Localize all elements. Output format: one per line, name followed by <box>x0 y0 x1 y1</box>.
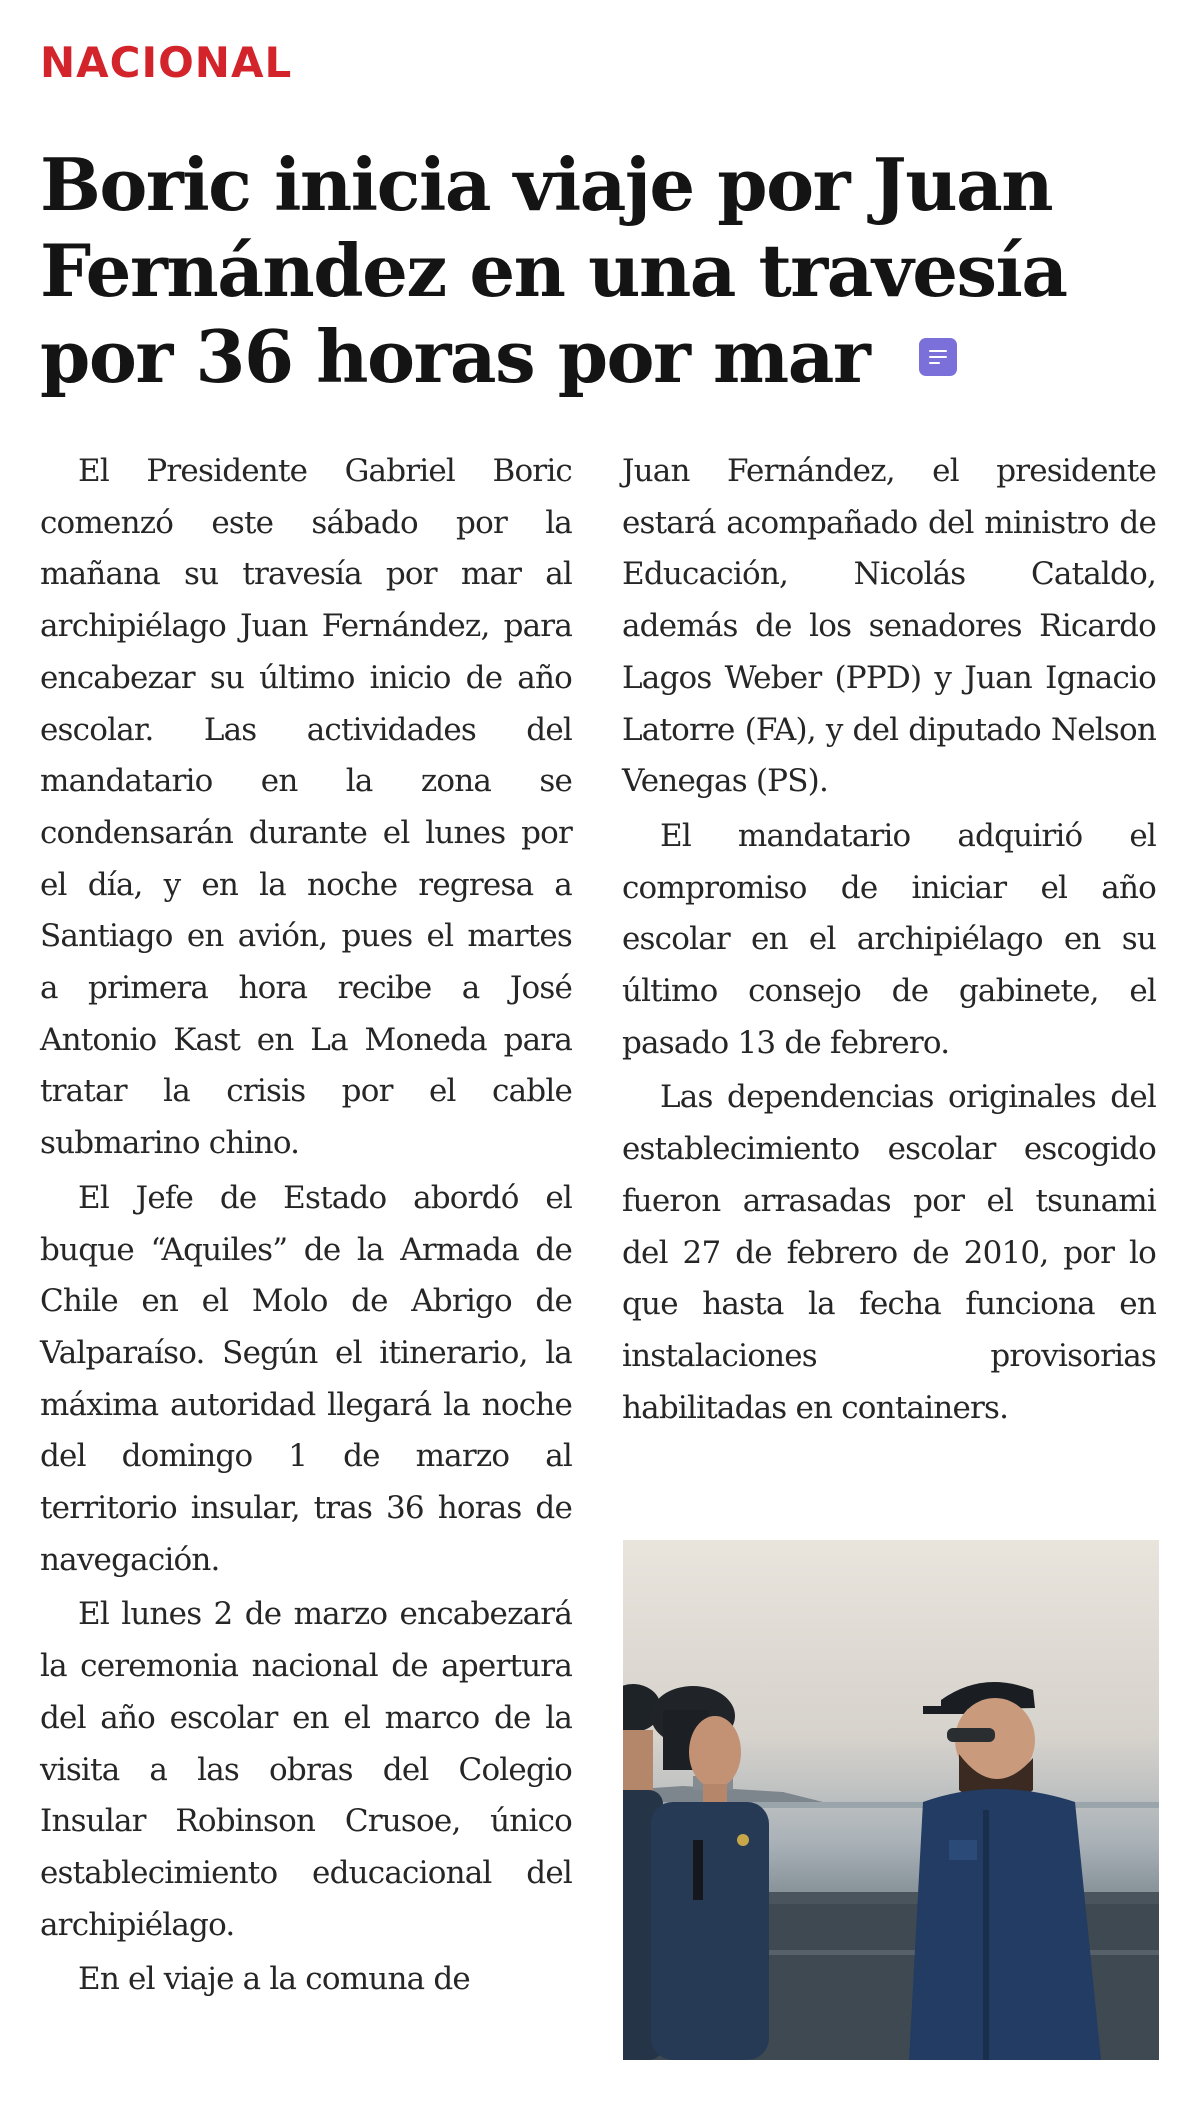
paragraph-4-start: En el viaje a la comuna de <box>78 1961 470 1998</box>
paragraph-5: El mandatario adquirió el compromiso de iniciar el año escolar en el archipiélago en su último consejo de gabinete, el pasado 13 de febrero. <box>622 817 1156 1061</box>
paragraph-2: El Jefe de Estado abordó el buque “Aquiles” de la Armada de Chile en el Molo de Abrigo de Valparaíso. Según el itinerario, la máxima autoridad llegará la noche del domingo 1 de marzo al territorio insular, tras 36 horas de navegación. <box>40 1179 572 1578</box>
photo-illustration <box>623 1540 1159 2060</box>
note-icon[interactable] <box>919 338 957 376</box>
article-column-left <box>40 446 572 2009</box>
paragraph-3: El lunes 2 de marzo encabezará la ceremonia nacional de apertura del año escolar en el marco de la visita a las obras del Colegio Insular Robinson Crusoe, único establecimiento educacional del archipiélago. <box>40 1596 572 1943</box>
paragraph-6: Las dependencias originales del establecimiento escolar escogido fueron arrasadas por el tsunami del 27 de febrero de 2010, por lo que hasta la fecha funciona en instalaciones provisorias habilitadas en containers. <box>622 1079 1156 1426</box>
headline-text: Boric inicia viaje por Juan Fernández en una travesía por 36 horas por mar <box>40 142 1067 399</box>
article-column-right <box>622 446 1156 1437</box>
article-photo <box>623 1540 1159 2060</box>
section-label: NACIONAL <box>40 38 293 87</box>
paragraph-1: El Presidente Gabriel Boric comenzó este sábado por la mañana su travesía por mar al archipiélago Juan Fernández, para encabezar su último inicio de año escolar. Las actividades del mandatario en la zona se condensarán durante el lunes por el día, y en la noche regresa a Santiago en avión, pues el martes a primera hora recibe a José Antonio Kast en La Moneda para tratar la crisis por el cable submarino chino. <box>40 453 572 1162</box>
headline <box>40 142 1120 400</box>
paragraph-4-end: Juan Fernández, el presidente estará acompañado del ministro de Educación, Nicolás Cataldo, además de los senadores Ricardo Lagos Weber (PPD) y Juan Ignacio Latorre (FA), y del diputado Nelson Venegas (PS). <box>622 453 1156 800</box>
